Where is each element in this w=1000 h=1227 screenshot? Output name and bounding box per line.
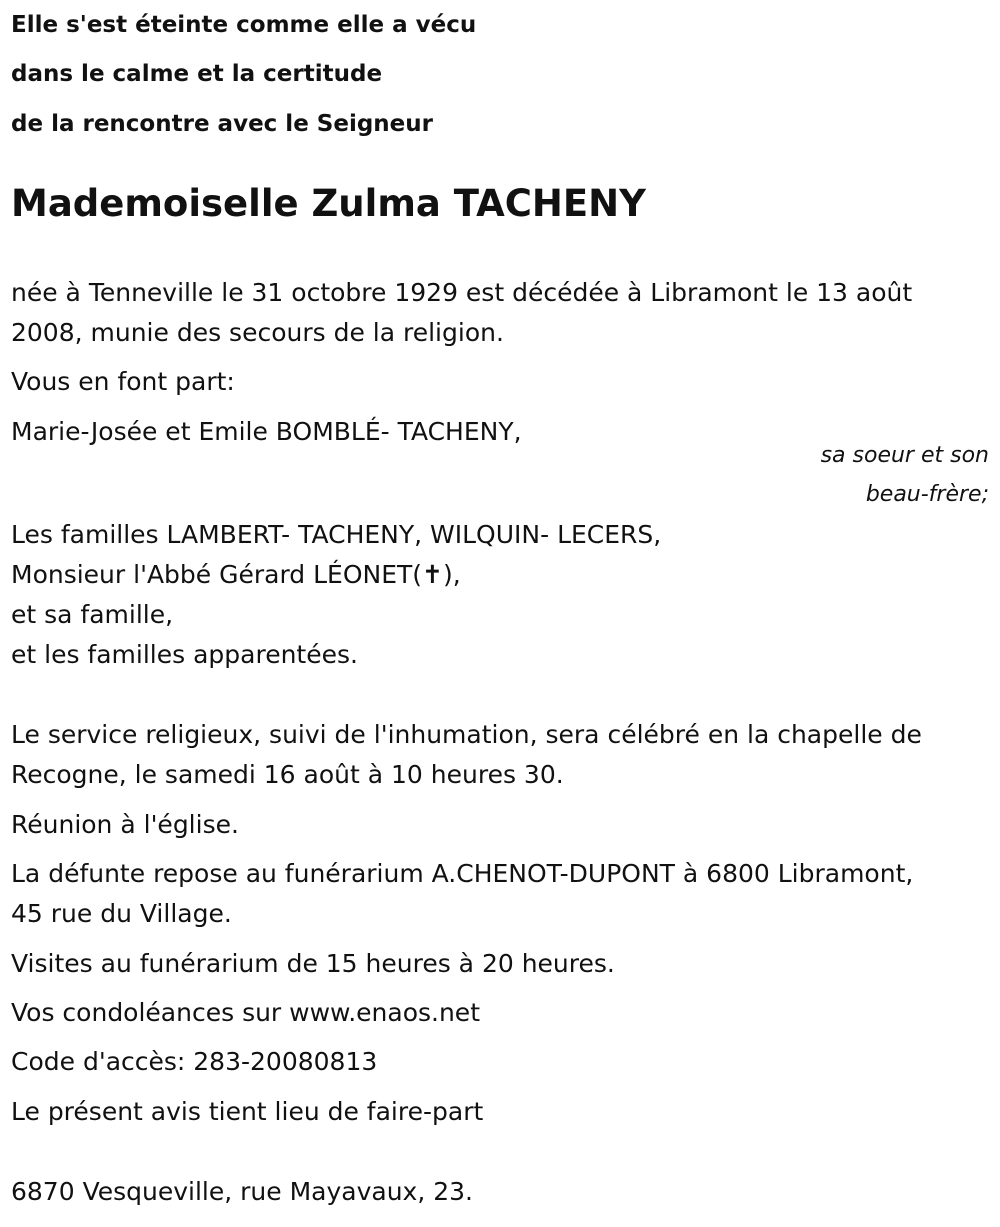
service-line-2: Recogne, le samedi 16 août à 10 heures 30. xyxy=(11,760,564,789)
his-family-line: et sa famille, xyxy=(11,600,174,629)
verse-line-3: de la rencontre avec le Seigneur xyxy=(11,111,433,137)
rest-line-1: La défunte repose au funérarium A.CHENOT-DUPONT à 6800 Libramont, xyxy=(11,859,914,888)
address-line: 6870 Vesqueville, rue Mayavaux, 23. xyxy=(11,1177,473,1206)
relation-line-2: beau-frère; xyxy=(865,482,989,507)
notice-line: Le présent avis tient lieu de faire-part xyxy=(11,1097,484,1126)
abbe-line: Monsieur l'Abbé Gérard LÉONET(✝), xyxy=(11,560,461,589)
deceased-name: Mademoiselle Zulma TACHENY xyxy=(11,182,646,225)
sister-couple: Marie-Josée et Emile BOMBLÉ- TACHENY, xyxy=(11,417,522,446)
visits-line: Visites au funérarium de 15 heures à 20 heures. xyxy=(11,949,615,978)
meeting-line: Réunion à l'église. xyxy=(11,810,239,839)
families-line: Les familles LAMBERT- TACHENY, WILQUIN- LECERS, xyxy=(11,520,662,549)
service-line-1: Le service religieux, suivi de l'inhumation, sera célébré en la chapelle de xyxy=(11,720,922,749)
relation-line-1: sa soeur et son xyxy=(820,443,989,468)
verse-line-1: Elle s'est éteinte comme elle a vécu xyxy=(11,12,477,38)
condolences-line: Vos condoléances sur www.enaos.net xyxy=(11,998,480,1027)
related-families-line: et les familles apparentées. xyxy=(11,640,358,669)
birth-death-line-2: 2008, munie des secours de la religion. xyxy=(11,318,504,347)
announce-text: Vous en font part: xyxy=(11,367,235,396)
birth-death-line-1: née à Tenneville le 31 octobre 1929 est décédée à Libramont le 13 août xyxy=(11,278,913,307)
verse-line-2: dans le calme et la certitude xyxy=(11,61,383,87)
access-code-line: Code d'accès: 283-20080813 xyxy=(11,1047,378,1076)
rest-line-2: 45 rue du Village. xyxy=(11,899,232,928)
